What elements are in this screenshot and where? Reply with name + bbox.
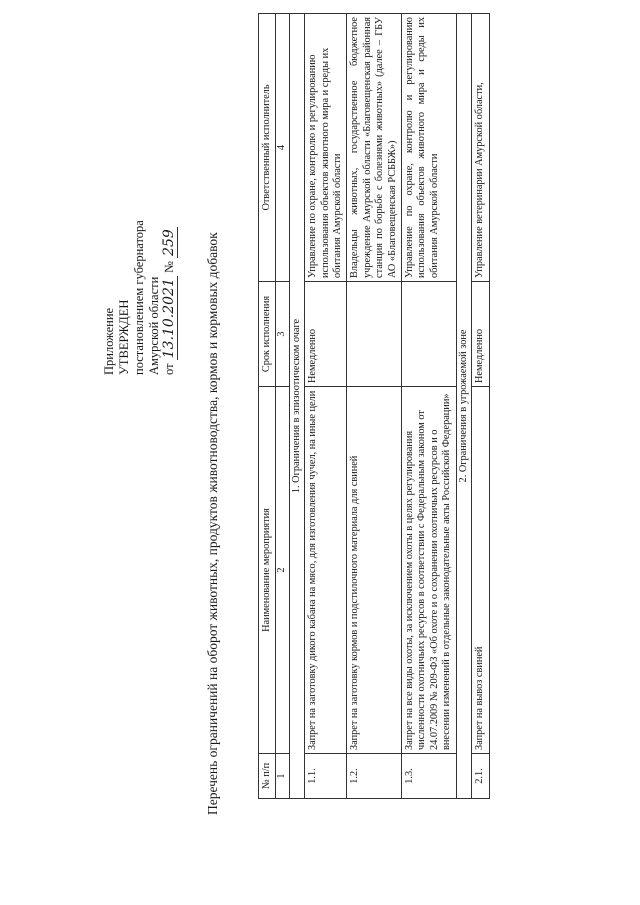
col-index-3: 3 <box>276 282 289 387</box>
appendix-label: Приложение <box>102 307 116 375</box>
row-term <box>347 282 402 387</box>
row-num: 2.1. <box>472 754 489 799</box>
table-row <box>347 14 402 799</box>
header-num: № п/п <box>259 754 276 799</box>
row-resp: Владельцы животных, государственное бюджетное учреждение Амурской области «Благовещенская районная станция по борьбе с болезнями животных» (далее – ГБУ АО «Благовещенская РСББЖ») <box>347 14 402 282</box>
number-prefix: № <box>162 261 176 274</box>
approved-label: УТВЕРЖДЕН <box>117 299 131 375</box>
number-value: 259 <box>161 229 177 256</box>
row-resp: Управление ветеринарии Амурской области, <box>472 14 489 282</box>
header-resp: Ответственный исполнитель <box>259 14 276 282</box>
column-index-row <box>276 14 289 799</box>
section-title: 2. Ограничения в угрожаемой зоне <box>456 14 471 799</box>
date-value: 13.10.2021 <box>161 278 177 359</box>
row-term: Немедленно <box>305 282 347 387</box>
restrictions-table <box>258 13 490 799</box>
table-row <box>305 14 347 799</box>
col-index-1: 1 <box>276 754 289 799</box>
row-resp: Управление по охране, контролю и регулированию использования объектов животного мира и среды их обитания Амурской области <box>305 14 347 282</box>
row-num: 1.2. <box>347 754 402 799</box>
row-resp: Управление по охране, контролю и регулированию использования объектов животного мира и среды их обитания Амурской области <box>402 14 457 282</box>
table-row <box>472 14 489 799</box>
table-header-row <box>259 14 276 799</box>
section-title: 1. Ограничения в эпизоотическом очаге <box>289 14 304 799</box>
section-row <box>456 14 471 799</box>
document-title: Перечень ограничений на оборот животных, продуктов животноводства, кормов и кормовых добавок <box>205 232 220 815</box>
col-index-4: 4 <box>276 14 289 282</box>
row-name: Запрет на все виды охоты, за исключением охоты в целях регулирования численности охотничьих ресурсов в соответствии с Федеральным законом от 24.07.2009 № 209-ФЗ «Об охоте и о сохранении охотничьих ресурсов и о внесении изменений в отдельные законодательные акты Российской Федерации» <box>402 387 457 754</box>
region-line: Амурской области <box>147 276 161 375</box>
col-index-2: 2 <box>276 387 289 754</box>
row-term <box>402 282 457 387</box>
date-number-line <box>162 220 177 375</box>
decree-line: постановлением губернатора <box>132 220 146 375</box>
row-name: Запрет на заготовку кормов и подстилочного материала для свиней <box>347 387 402 754</box>
row-name: Запрет на заготовку дикого кабана на мясо, для изготовления чучел, на иные цели <box>305 387 347 754</box>
header-term: Срок исполнения <box>259 282 276 387</box>
row-name: Запрет на вывоз свиней <box>472 387 489 754</box>
row-term: Немедленно <box>472 282 489 387</box>
row-num: 1.3. <box>402 754 457 799</box>
approval-block <box>102 220 177 375</box>
row-num: 1.1. <box>305 754 347 799</box>
header-name: Наименование мероприятия <box>259 387 276 754</box>
date-prefix: от <box>162 363 176 375</box>
table-row <box>402 14 457 799</box>
section-row <box>289 14 304 799</box>
